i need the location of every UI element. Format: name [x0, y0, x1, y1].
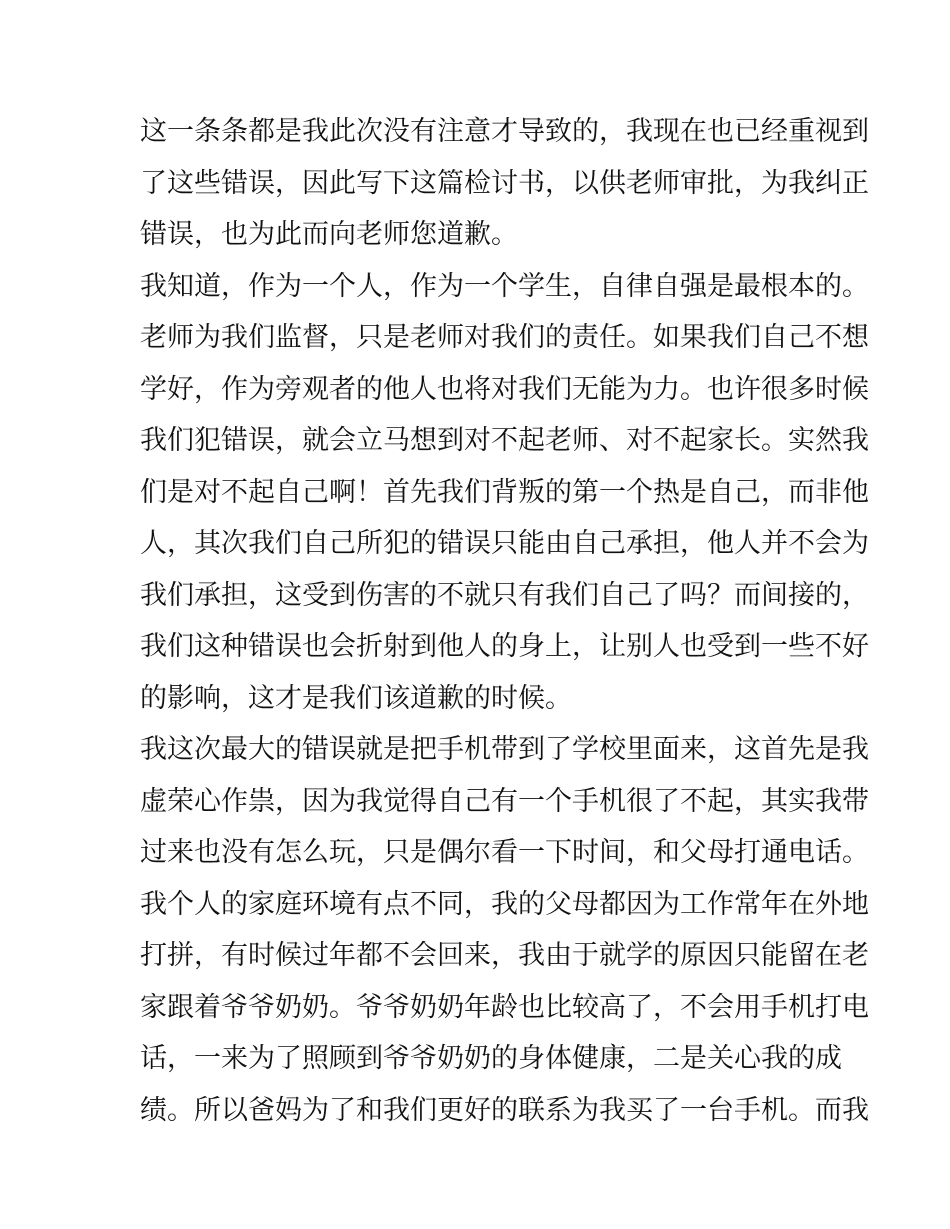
text-line: 我们这种错误也会折射到他人的身上，让别人也受到一些不好 — [140, 631, 869, 662]
text-line: 我们犯错误，就会立马想到对不起老师、对不起家长。实然我 — [140, 425, 869, 456]
text-line: 话，一来为了照顾到爷爷奶奶的身体健康，二是关心我的成 — [140, 1043, 842, 1074]
text-line: 我知道，作为一个人，作为一个学生，自律自强是最根本的。 — [140, 270, 869, 302]
text-line: 我个人的家庭环境有点不同，我的父母都因为工作常年在外地 — [140, 888, 869, 920]
text-line: 们是对不起自己啊！首先我们背叛的第一个热是自己，而非他 — [140, 476, 869, 508]
text-line: 绩。所以爸妈为了和我们更好的联系为我买了一台手机。而我 — [140, 1094, 869, 1126]
text-line: 了这些错误，因此写下这篇检讨书，以供老师审批，为我纠正 — [140, 167, 869, 199]
text-line: 学好，作为旁观者的他人也将对我们无能为力。也许很多时候 — [140, 373, 869, 405]
text-line: 的影响，这才是我们该道歉的时候。 — [140, 682, 572, 714]
text-line: 错误，也为此而向老师您道歉。 — [140, 219, 518, 250]
text-line: 我们承担，这受到伤害的不就只有我们自己了吗？而间接的， — [140, 579, 869, 611]
text-line: 过来也没有怎么玩，只是偶尔看一下时间，和父母打通电话。 — [140, 837, 869, 868]
document-body — [140, 106, 869, 1136]
text-line: 打拼，有时候过年都不会回来，我由于就学的原因只能留在老 — [140, 940, 869, 971]
text-line: 老师为我们监督，只是老师对我们的责任。如果我们自己不想 — [140, 322, 869, 353]
text-line: 人，其次我们自己所犯的错误只能由自己承担，他人并不会为 — [140, 528, 869, 559]
text-line: 这一条条都是我此次没有注意才导致的，我现在也已经重视到 — [140, 116, 869, 147]
text-line: 我这次最大的错误就是把手机带到了学校里面来，这首先是我 — [140, 734, 869, 765]
text-line: 家跟着爷爷奶奶。爷爷奶奶年龄也比较高了，不会用手机打电 — [140, 991, 869, 1023]
text-line: 虚荣心作祟，因为我觉得自己有一个手机很了不起，其实我带 — [140, 785, 869, 817]
